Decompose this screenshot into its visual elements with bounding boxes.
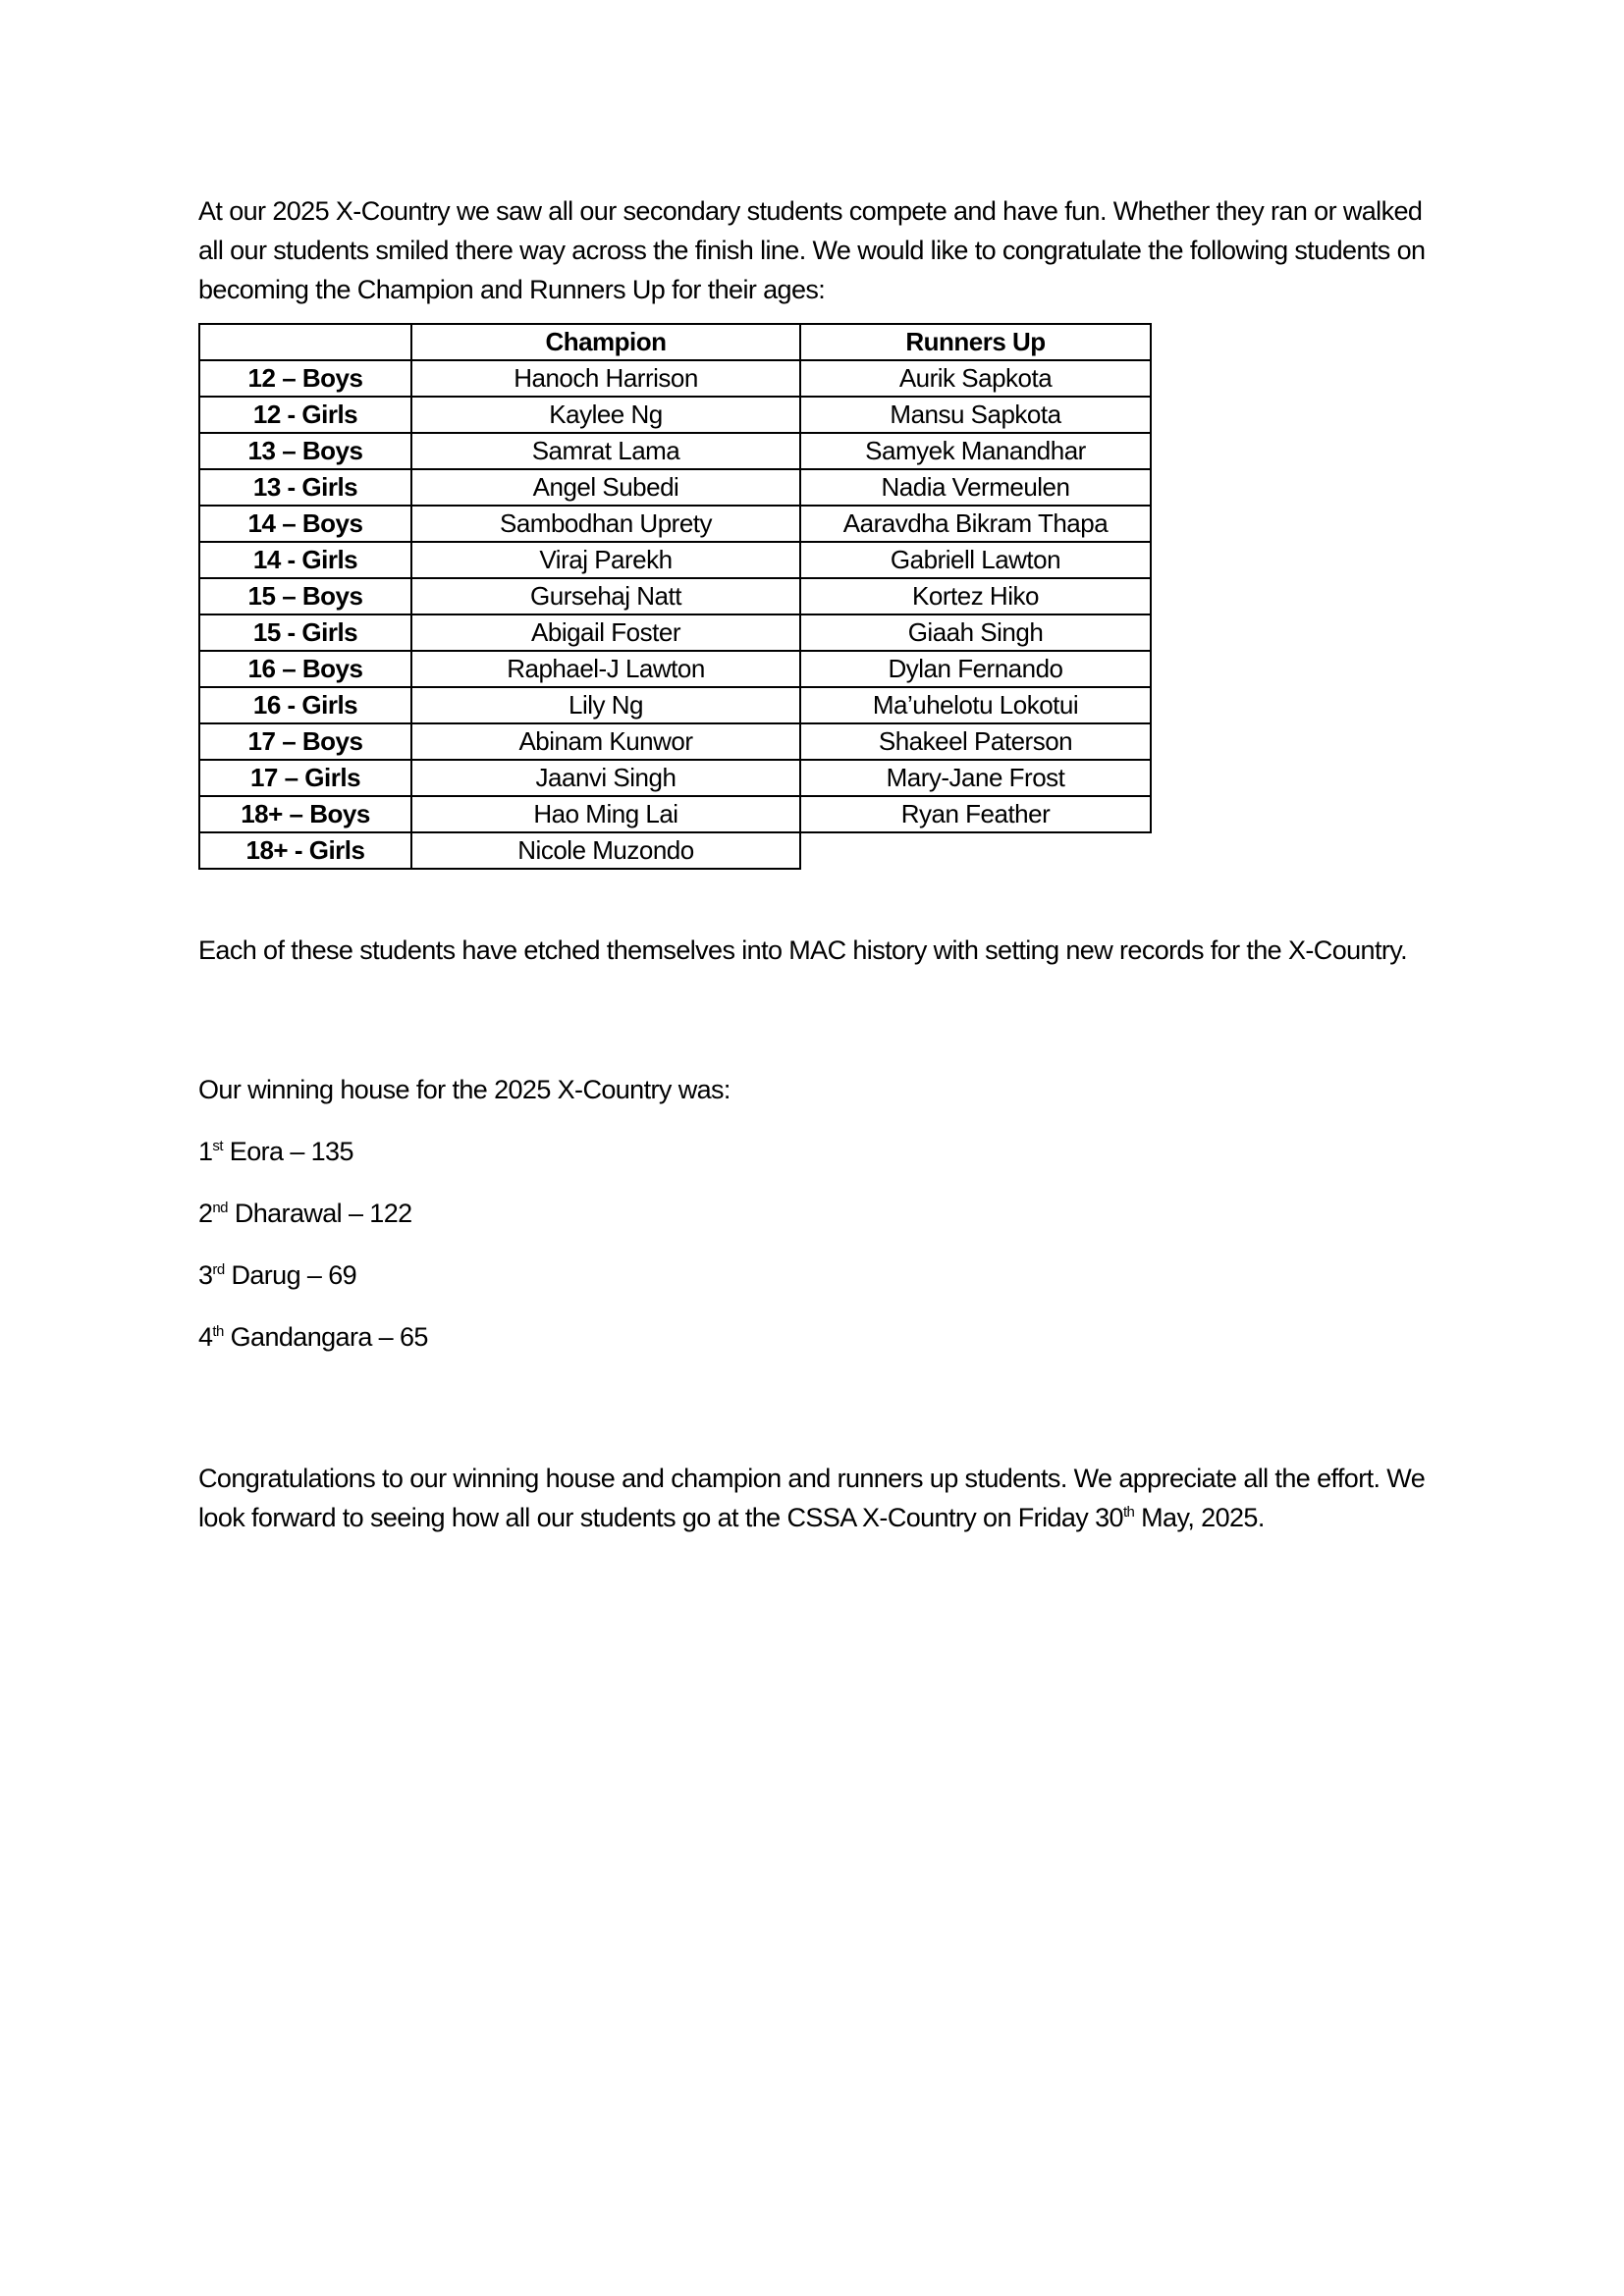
house-result: 1st Eora – 135 <box>198 1137 353 1166</box>
header-runners-up: Runners Up <box>800 324 1151 360</box>
house-result: 4th Gandangara – 65 <box>198 1322 428 1352</box>
table-row <box>199 578 1151 614</box>
runner-up-cell: Mansu Sapkota <box>800 397 1151 433</box>
champion-cell: Abigail Foster <box>411 614 800 651</box>
runner-up-cell: Nadia Vermeulen <box>800 469 1151 506</box>
table-row <box>199 614 1151 651</box>
table-row <box>199 832 1151 869</box>
intro-paragraph: At our 2025 X-Country we saw all our secondary students compete and have fun. Whether they ran or walked all our students smiled there way across the finish line. We would like to congratulate the following students on becoming the Champion and Runners Up for their ages: <box>198 196 1426 304</box>
champion-cell: Gursehaj Natt <box>411 578 800 614</box>
records-paragraph: Each of these students have etched themselves into MAC history with setting new records for the X-Country. <box>198 935 1408 965</box>
table-row <box>199 651 1151 687</box>
age-category-cell: 18+ – Boys <box>199 796 411 832</box>
runner-up-cell: Aaravdha Bikram Thapa <box>800 506 1151 542</box>
closing-paragraph: Congratulations to our winning house and champion and runners up students. We appreciate all the effort. We look forward to seeing how all our students go at the CSSA X-Country on Friday 30th May, 2025. <box>198 1464 1426 1532</box>
champion-cell: Raphael-J Lawton <box>411 651 800 687</box>
champion-cell: Angel Subedi <box>411 469 800 506</box>
table-row <box>199 433 1151 469</box>
champion-cell: Hao Ming Lai <box>411 796 800 832</box>
champion-cell: Viraj Parekh <box>411 542 800 578</box>
champion-cell: Abinam Kunwor <box>411 723 800 760</box>
age-category-cell: 18+ - Girls <box>199 832 411 869</box>
age-category-cell: 15 - Girls <box>199 614 411 651</box>
age-category-cell: 13 - Girls <box>199 469 411 506</box>
runner-up-cell: Dylan Fernando <box>800 651 1151 687</box>
runner-up-cell: Kortez Hiko <box>800 578 1151 614</box>
results-table <box>198 323 1152 870</box>
champion-cell: Hanoch Harrison <box>411 360 800 397</box>
age-category-cell: 12 – Boys <box>199 360 411 397</box>
age-category-cell: 15 – Boys <box>199 578 411 614</box>
runner-up-cell: Ma’uhelotu Lokotui <box>800 687 1151 723</box>
house-result: 3rd Darug – 69 <box>198 1260 357 1290</box>
house-results-list <box>198 1132 1435 1357</box>
houses-title: Our winning house for the 2025 X-Country was: <box>198 1075 731 1104</box>
runner-up-cell: Ryan Feather <box>800 796 1151 832</box>
runner-up-cell: Shakeel Paterson <box>800 723 1151 760</box>
champion-cell: Samrat Lama <box>411 433 800 469</box>
table-row <box>199 542 1151 578</box>
champion-cell: Kaylee Ng <box>411 397 800 433</box>
champion-cell: Sambodhan Uprety <box>411 506 800 542</box>
table-row <box>199 723 1151 760</box>
age-category-cell: 14 – Boys <box>199 506 411 542</box>
table-row <box>199 687 1151 723</box>
champion-cell: Jaanvi Singh <box>411 760 800 796</box>
champion-cell: Lily Ng <box>411 687 800 723</box>
table-row <box>199 397 1151 433</box>
table-header-row <box>199 324 1151 360</box>
runner-up-cell: Mary-Jane Frost <box>800 760 1151 796</box>
age-category-cell: 17 – Girls <box>199 760 411 796</box>
age-category-cell: 12 - Girls <box>199 397 411 433</box>
empty-cell <box>800 832 1151 869</box>
runner-up-cell: Giaah Singh <box>800 614 1151 651</box>
runner-up-cell: Gabriell Lawton <box>800 542 1151 578</box>
age-category-cell: 14 - Girls <box>199 542 411 578</box>
table-row <box>199 796 1151 832</box>
runner-up-cell: Samyek Manandhar <box>800 433 1151 469</box>
table-row <box>199 760 1151 796</box>
table-row <box>199 469 1151 506</box>
champion-cell: Nicole Muzondo <box>411 832 800 869</box>
age-category-cell: 16 – Boys <box>199 651 411 687</box>
age-category-cell: 13 – Boys <box>199 433 411 469</box>
house-result: 2nd Dharawal – 122 <box>198 1199 412 1228</box>
age-category-cell: 16 - Girls <box>199 687 411 723</box>
document-page <box>198 191 1435 1537</box>
header-champion: Champion <box>411 324 800 360</box>
age-category-cell: 17 – Boys <box>199 723 411 760</box>
table-row <box>199 360 1151 397</box>
table-row <box>199 506 1151 542</box>
header-age <box>199 324 411 360</box>
runner-up-cell: Aurik Sapkota <box>800 360 1151 397</box>
